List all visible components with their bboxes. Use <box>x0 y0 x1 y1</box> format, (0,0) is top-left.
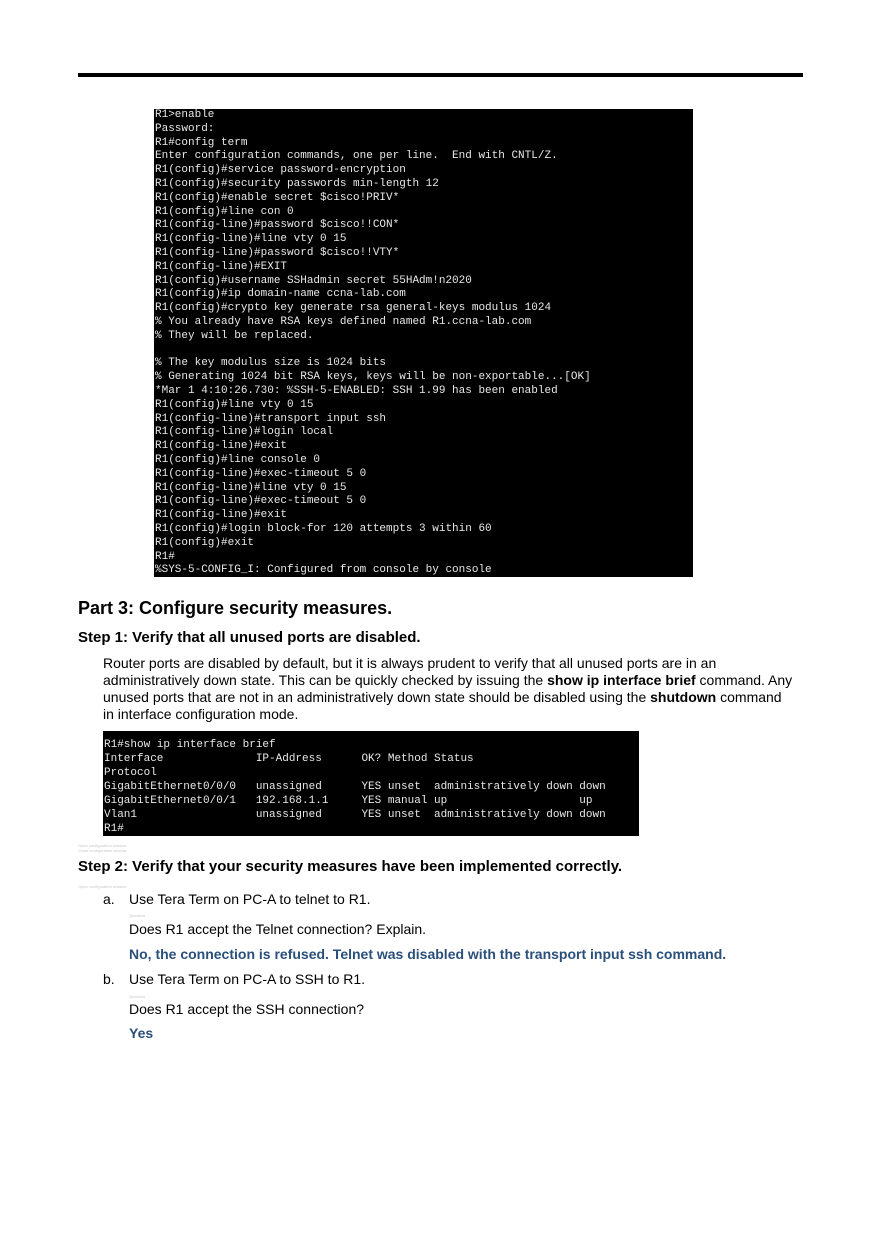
step2-heading: Step 2: Verify that your security measures have been implemented correctly. <box>78 858 623 875</box>
step1-text-1: Router ports are disabled by default, but it is always prudent to verify that all unused ports are in an administratively down state. This can be quickly checked by issuing the <box>103 655 717 688</box>
tiny-config-label-3: Open configuration window <box>78 884 127 889</box>
terminal-interface-line: Protocol <box>104 767 157 779</box>
item-b-answer: Yes <box>129 1025 154 1041</box>
terminal-config-line: R1>enable <box>155 109 215 121</box>
terminal-config-line: R1# <box>155 550 175 563</box>
terminal-config-line: R1(config)#enable secret $cisco!PRIV* <box>155 191 400 204</box>
terminal-config-line: R1(config-line)#login local <box>155 426 334 439</box>
terminal-interface-line: GigabitEthernet0/0/1 192.168.1.1 YES manual up up <box>104 795 593 807</box>
tiny-question-label-1: Question <box>129 913 146 918</box>
item-a-answer: No, the connection is refused. Telnet was disabled with the transport input ssh command. <box>129 946 727 962</box>
step1-command-show-ip: show ip interface brief <box>547 672 696 688</box>
terminal-interface-line: R1#show ip interface brief <box>104 739 276 751</box>
item-b-text: Use Tera Term on PC-A to SSH to R1. <box>129 971 366 987</box>
step1-text-3: command in interface configuration mode. <box>103 689 782 722</box>
item-a-letter: a. <box>103 891 115 907</box>
terminal-config-line: % You already have RSA keys defined named R1.ccna-lab.com <box>155 315 532 328</box>
terminal-config-line: R1(config-line)#exit <box>155 509 288 522</box>
terminal-config-line: R1(config-line)#EXIT <box>155 260 288 273</box>
terminal-interface-line: Vlan1 unassigned YES unset administratively down down <box>104 809 606 821</box>
terminal-interface-line: GigabitEthernet0/0/0 unassigned YES unset administratively down down <box>104 781 606 793</box>
step1-command-shutdown: shutdown <box>650 689 717 705</box>
terminal-config-line: R1(config)#ip domain-name ccna-lab.com <box>155 288 406 301</box>
terminal-config-line: Password: <box>155 122 215 135</box>
terminal-config-line: % Generating 1024 bit RSA keys, keys will be non-exportable...[OK] <box>155 371 591 384</box>
terminal-config-line: R1(config)#line console 0 <box>155 453 321 466</box>
terminal-config-line: R1(config)#line vty 0 15 <box>155 398 314 411</box>
terminal-interface-line: R1# <box>104 823 124 835</box>
part-heading: Part 3: Configure security measures. <box>78 598 393 618</box>
terminal-config-line: R1(config-line)#transport input ssh <box>155 412 387 425</box>
terminal-config-line: R1(config)#line con 0 <box>155 205 294 218</box>
terminal-config-line: %SYS-5-CONFIG_I: Configured from console by console <box>155 564 492 577</box>
terminal-config-line: R1(config)#crypto key generate rsa general-keys modulus 1024 <box>155 302 552 315</box>
step1-text-2: command. Any unused ports that are not in an administratively down state should be disabled using the <box>103 672 793 705</box>
tiny-question-label-2: Question <box>129 994 146 999</box>
item-b-letter: b. <box>103 971 115 987</box>
terminal-config-line: R1(config)#username SSHadmin secret 55HAdm!n2020 <box>155 274 472 287</box>
terminal-config-line: % The key modulus size is 1024 bits <box>155 357 387 370</box>
terminal-config-line: R1(config)#security passwords min-length 12 <box>155 177 439 190</box>
terminal-config-line: *Mar 1 4:10:26.730: %SSH-5-ENABLED: SSH 1.99 has been enabled <box>155 384 558 397</box>
terminal-config-line <box>155 344 693 358</box>
terminal-config-line: R1(config-line)#password $cisco!!CON* <box>155 219 400 232</box>
terminal-config-line: R1(config)#service password-encryption <box>155 164 406 177</box>
terminal-config-line: R1(config-line)#line vty 0 15 <box>155 481 347 494</box>
terminal-screenshot-config <box>154 109 693 577</box>
terminal-screenshot-interface-brief <box>103 731 639 836</box>
item-a-text: Use Tera Term on PC-A to telnet to R1. <box>129 891 371 907</box>
top-rule <box>78 73 803 77</box>
tiny-config-label-2: Close configuration window <box>78 848 127 853</box>
terminal-config-line: R1(config-line)#exec-timeout 5 0 <box>155 467 367 480</box>
terminal-config-line: R1(config-line)#exit <box>155 440 288 453</box>
terminal-config-line: R1(config-line)#password $cisco!!VTY* <box>155 246 400 259</box>
terminal-config-line: % They will be replaced. <box>155 329 314 342</box>
terminal-config-line: R1(config)#login block-for 120 attempts 3 within 60 <box>155 522 492 535</box>
terminal-config-line: Enter configuration commands, one per line. End with CNTL/Z. <box>155 150 558 163</box>
step1-paragraph <box>103 655 793 723</box>
terminal-config-line: R1(config-line)#exec-timeout 5 0 <box>155 495 367 508</box>
terminal-config-line: R1#config term <box>155 136 248 149</box>
item-b-question: Does R1 accept the SSH connection? <box>129 1001 365 1017</box>
item-a-question: Does R1 accept the Telnet connection? Explain. <box>129 921 427 937</box>
step1-heading: Step 1: Verify that all unused ports are disabled. <box>78 629 421 646</box>
terminal-config-line: R1(config-line)#line vty 0 15 <box>155 233 347 246</box>
terminal-config-line: R1(config)#exit <box>155 536 255 549</box>
tiny-config-label-1: Open configuration window <box>78 843 127 848</box>
terminal-interface-line: Interface IP-Address OK? Method Status <box>104 753 474 765</box>
